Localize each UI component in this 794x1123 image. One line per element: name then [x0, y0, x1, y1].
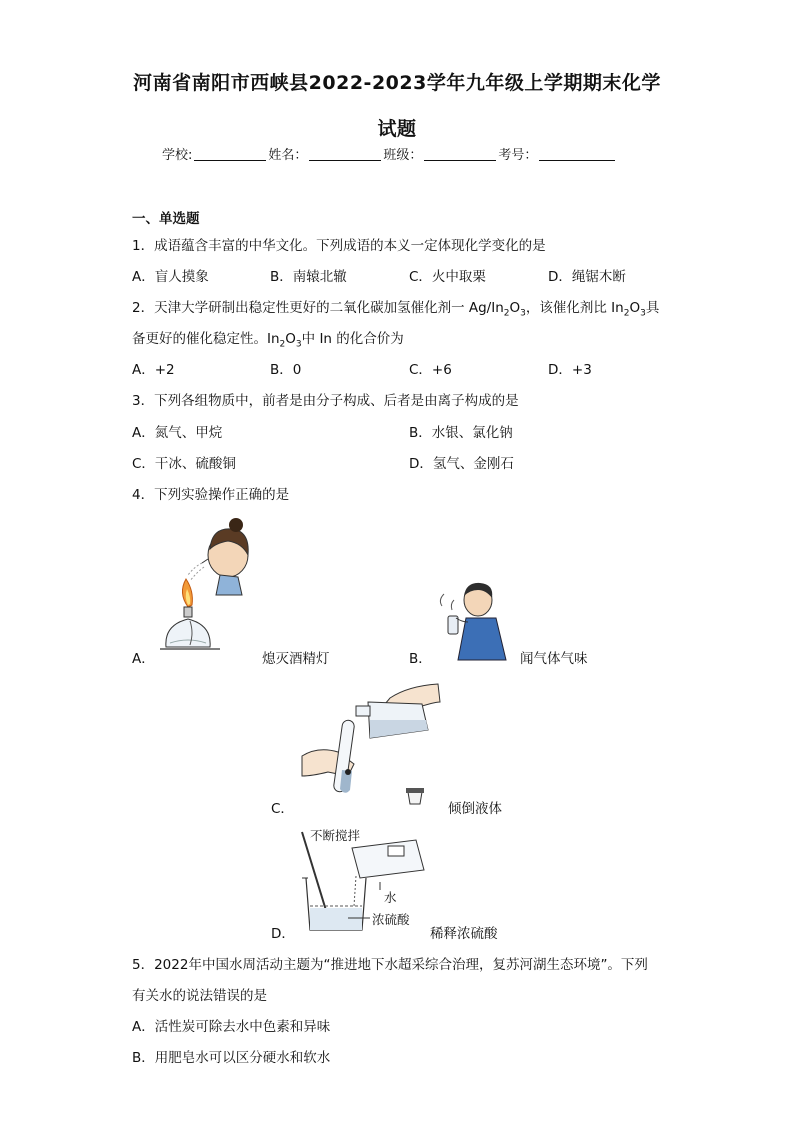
school-blank	[194, 160, 266, 161]
q3-option-a: A．氮气、甲烷	[132, 425, 223, 441]
q1-option-a: A．盲人摸象	[132, 269, 209, 285]
q4-option-a-caption: 熄灭酒精灯	[262, 651, 330, 667]
q4-option-b: B．	[409, 651, 432, 667]
q2-stem-line2: 备更好的催化稳定性。$In_2O_3$中 In 的化合价为	[132, 331, 404, 350]
pouring-liquid-illustration	[298, 680, 443, 808]
q3-option-c: C．干冰、硫酸铜	[132, 456, 236, 472]
water-label: 水	[384, 890, 397, 905]
smelling-gas-illustration	[428, 578, 518, 664]
q2-option-a: A．+2	[132, 362, 175, 378]
page-title-line2: 试题	[377, 118, 417, 140]
q2-option-b: B．0	[270, 362, 302, 378]
q4-stem: 4．下列实验操作正确的是	[132, 487, 290, 503]
q3-option-d: D．氢气、金刚石	[409, 456, 514, 472]
number-label: 考号：	[498, 148, 538, 163]
q5-option-a: A．活性炭可除去水中色素和异味	[132, 1019, 331, 1035]
q4-option-d-caption: 稀释浓硫酸	[430, 926, 498, 942]
q1-option-d: D．绳锯木断	[548, 269, 626, 285]
q2-stem-line1: 2．天津大学研制出稳定性更好的二氧化碳加氢催化剂一 $Ag/In_2O_3$，该催化剂比 $In_2O_3$具	[132, 300, 660, 319]
q4-option-b-caption: 闻气体气味	[520, 651, 588, 667]
q4-option-c-caption: 倾倒液体	[448, 801, 502, 817]
q5-stem-line2: 有关水的说法错误的是	[132, 988, 267, 1004]
q3-option-b: B．水银、氯化钠	[409, 425, 513, 441]
q2-option-d: D．+3	[548, 362, 592, 378]
number-blank	[539, 160, 615, 161]
student-info-line	[162, 144, 617, 163]
page-title-line1: 河南省南阳市西峡县2022-2023学年九年级上学期期末化学	[133, 72, 661, 94]
q5-option-b: B．用肥皂水可以区分硬水和软水	[132, 1050, 331, 1066]
q1-stem: 1．成语蕴含丰富的中华文化。下列成语的本义一定体现化学变化的是	[132, 238, 546, 254]
section-heading: 一、单选题	[132, 211, 200, 227]
alcohol-lamp-blowing-illustration	[150, 515, 260, 665]
q4-option-d: D．	[271, 926, 295, 942]
name-blank	[309, 160, 381, 161]
school-label: 学校:	[162, 148, 193, 163]
q1-option-b: B．南辕北辙	[270, 269, 347, 285]
class-label: 班级：	[383, 148, 423, 163]
stir-label: 不断搅拌	[310, 828, 361, 843]
q2-option-c: C．+6	[409, 362, 452, 378]
q3-stem: 3．下列各组物质中，前者是由分子构成、后者是由离子构成的是	[132, 393, 519, 409]
acid-label: 浓硫酸	[372, 912, 410, 927]
q1-option-c: C．火中取栗	[409, 269, 486, 285]
q4-option-a: A．	[132, 651, 155, 667]
name-label: 姓名：	[268, 148, 308, 163]
q4-option-c: C．	[271, 801, 294, 817]
q5-stem-line1: 5．2022年中国水周活动主题为“推进地下水超采综合治理，复苏河湖生态环境”。下列	[132, 957, 648, 973]
class-blank	[424, 160, 496, 161]
